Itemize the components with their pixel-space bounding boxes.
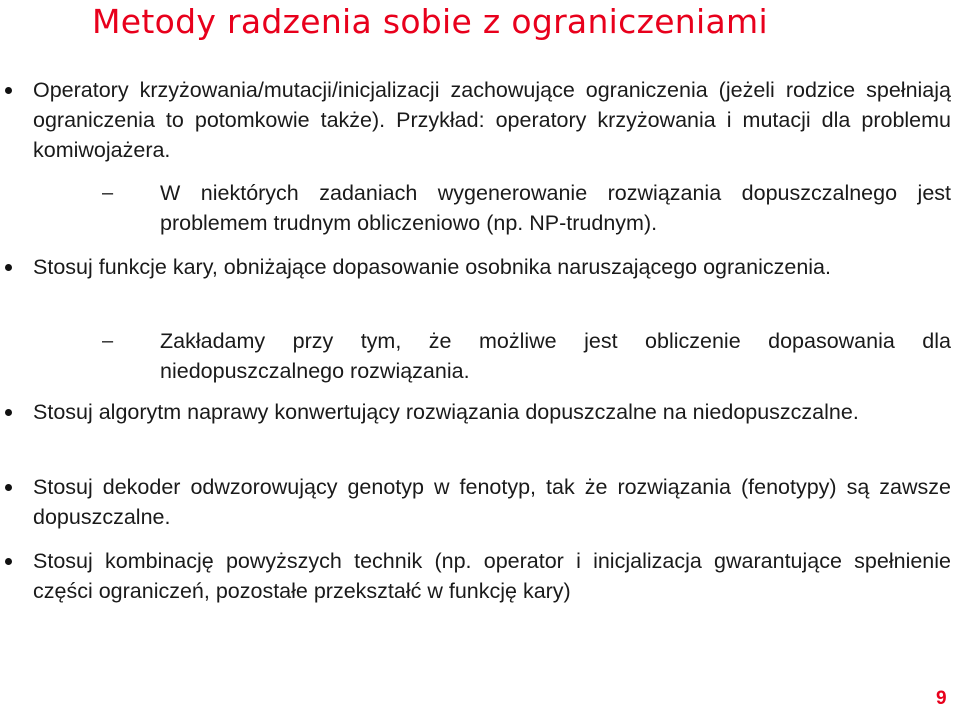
dash-marker: – — [102, 330, 114, 352]
bullet-text: Operatory krzyżowania/mutacji/inicjalizacji zachowujące ograniczenia (jeżeli rodzice spełniają ograniczenia to potomkowie także). Przykład: operatory krzyżowania i mutacji dla problemu komiwojażera. — [33, 78, 951, 162]
page-number: 9 — [936, 688, 947, 709]
bullet-marker — [5, 558, 12, 565]
bullet-item-3 — [33, 397, 951, 427]
bullet-item-4 — [33, 472, 951, 532]
bullet-text: Stosuj algorytm naprawy konwertujący rozwiązania dopuszczalne na niedopuszczalne. — [33, 400, 859, 424]
sub-item-1 — [102, 178, 951, 238]
bullet-marker — [5, 484, 12, 491]
bullet-text: Stosuj kombinację powyższych technik (np. operator i inicjalizacja gwarantujące spełnienie części ograniczeń, pozostałe przekształć w funkcję kary) — [33, 549, 951, 603]
dash-marker: – — [102, 182, 114, 204]
bullet-item-5 — [33, 546, 951, 606]
sub-text: Zakładamy przy tym, że możliwe jest obliczenie dopasowania dla niedopuszczalnego rozwiązania. — [160, 329, 951, 383]
bullet-item-2 — [33, 252, 951, 282]
bullet-text: Stosuj dekoder odwzorowujący genotyp w fenotyp, tak że rozwiązania (fenotypy) są zawsze dopuszczalne. — [33, 475, 951, 529]
bullet-item-1 — [33, 75, 951, 165]
bullet-marker — [5, 409, 12, 416]
bullet-marker — [5, 87, 12, 94]
bullet-marker — [5, 264, 12, 271]
sub-item-2 — [102, 326, 951, 386]
slide-title: Metody radzenia sobie z ograniczeniami — [92, 2, 768, 41]
bullet-text: Stosuj funkcje kary, obniżające dopasowanie osobnika naruszającego ograniczenia. — [33, 255, 831, 279]
sub-text: W niektórych zadaniach wygenerowanie rozwiązania dopuszczalnego jest problemem trudnym obliczeniowo (np. NP-trudnym). — [160, 181, 951, 235]
